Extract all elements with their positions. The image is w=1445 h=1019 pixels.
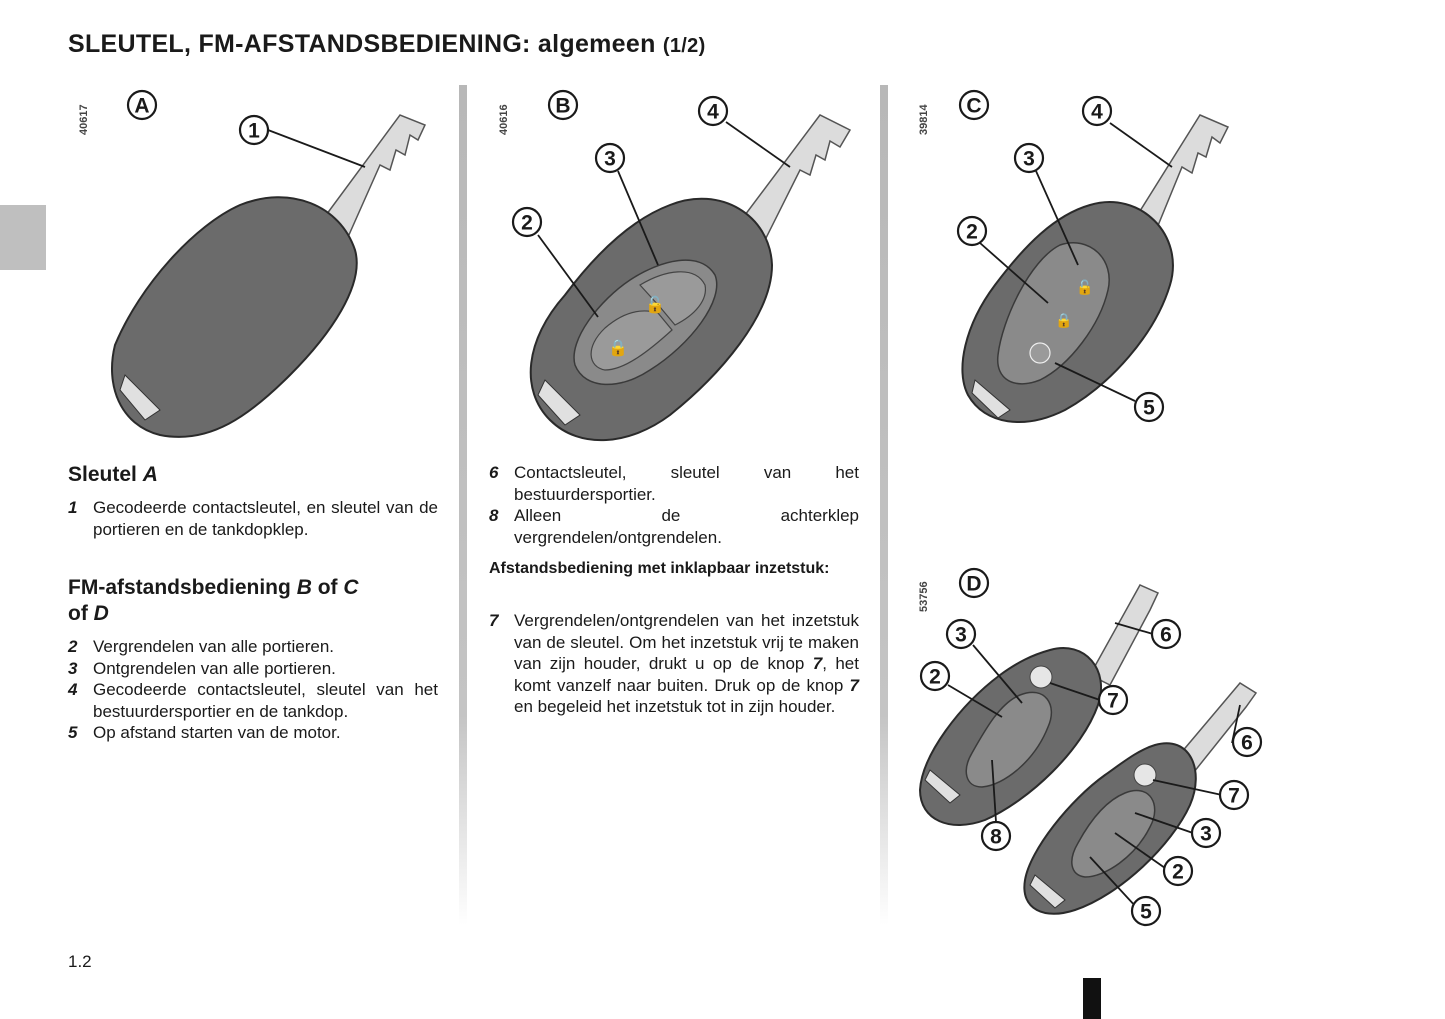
page-title: [68, 30, 706, 59]
svg-text:3: 3: [1023, 147, 1035, 171]
figure-a-code: 40617: [78, 104, 90, 135]
column-divider-left: [459, 85, 467, 925]
callout-5: [1132, 897, 1160, 925]
figure-c-code: 39814: [918, 104, 930, 135]
svg-text:5: 5: [1140, 900, 1152, 924]
list-middle: [489, 462, 859, 548]
callout-8: [982, 822, 1010, 850]
page-edge-marker: [1083, 978, 1101, 1019]
figure-a: [100, 85, 450, 450]
list-fm-afstandsbediening: [68, 636, 438, 744]
callout-4: [1083, 97, 1111, 125]
list-item: 2 Vergrendelen van alle portieren.: [68, 637, 334, 656]
svg-text:6: 6: [1160, 623, 1172, 647]
figure-c-letter: [960, 91, 988, 119]
svg-text:4: 4: [707, 100, 719, 124]
svg-text:2: 2: [1172, 860, 1184, 884]
svg-text:6: 6: [1241, 731, 1253, 755]
lock-icon: 🔒: [1055, 312, 1073, 328]
callout-6: [1233, 728, 1261, 756]
callout-4: [699, 97, 727, 125]
list-item: 3 Ontgrendelen van alle portieren.: [68, 658, 336, 678]
heading-sleutel-a: Sleutel A: [68, 463, 158, 486]
list-item: 1 Gecodeerde contactsleutel, en sleutel van de portieren en de tankdopklep.: [68, 498, 438, 539]
list-item: 6 Contactsleutel, sleutel van het bestuurdersportier.: [489, 463, 859, 504]
subheading-inklapbaar: Afstandsbediening met inklapbaar inzetstuk:: [489, 560, 830, 577]
callout-3: [596, 144, 624, 172]
figure-d-code: 53756: [918, 581, 930, 612]
key-d1-blade: [1090, 585, 1158, 685]
page-title-main: SLEUTEL, FM-AFSTANDSBEDIENING: algemeen: [68, 30, 656, 58]
figure-d: [910, 565, 1270, 930]
page-title-part: (1/2): [662, 35, 706, 57]
figure-b-letter: [549, 91, 577, 119]
svg-text:2: 2: [521, 211, 533, 235]
list-item: 5 Op afstand starten van de motor.: [68, 723, 341, 742]
chapter-side-tab: [0, 205, 46, 270]
lock-icon: 🔒: [608, 340, 628, 357]
list-sleutel-a: [68, 497, 438, 540]
callout-2: [513, 208, 541, 236]
callout-5: [1135, 393, 1163, 421]
callout-2: [921, 662, 949, 690]
svg-text:1: 1: [248, 119, 260, 143]
callout-7: [1220, 781, 1248, 809]
svg-text:8: 8: [990, 825, 1002, 849]
list-inklapbaar: [489, 610, 859, 718]
column-divider-right: [880, 85, 888, 925]
fold-release-button: [1030, 666, 1052, 688]
figure-c: [950, 85, 1250, 430]
svg-text:C: C: [966, 94, 982, 118]
figure-b-code: 40616: [498, 104, 510, 135]
callout-3: [1192, 819, 1220, 847]
list-item: 7 Vergrendelen/ontgrendelen van het inzetstuk van de sleutel. Om het inzetstuk vrij te maken van zijn houder, drukt u op de knop 7, het komt vanzelf naar buiten. Druk op de knop 7 en begeleid het inzetstuk tot in zijn houder.: [489, 611, 859, 716]
list-item: 8 Alleen de achterklep vergrendelen/ontgrendelen.: [489, 506, 859, 547]
callout-1: [240, 116, 268, 144]
remote-start-icon: [1030, 343, 1050, 363]
svg-text:A: A: [134, 94, 150, 118]
callout-6: [1152, 620, 1180, 648]
figure-a-letter: [128, 91, 156, 119]
list-item: 4 Gecodeerde contactsleutel, sleutel van het bestuurdersportier en de tankdop.: [68, 680, 438, 721]
svg-text:2: 2: [966, 220, 978, 244]
unlock-icon: 🔓: [1076, 279, 1094, 295]
callout-3: [1015, 144, 1043, 172]
unlock-icon: 🔓: [645, 297, 665, 314]
callout-3: [947, 620, 975, 648]
heading-fm-afstandsbediening: FM-afstandsbediening B of C of D: [68, 576, 359, 625]
figure-b: [510, 85, 880, 450]
svg-text:7: 7: [1107, 689, 1119, 713]
svg-text:B: B: [555, 94, 571, 118]
svg-text:2: 2: [929, 665, 941, 689]
svg-text:3: 3: [604, 147, 616, 171]
svg-text:7: 7: [1228, 784, 1240, 808]
callout-2: [958, 217, 986, 245]
svg-text:4: 4: [1091, 100, 1103, 124]
svg-text:3: 3: [1200, 822, 1212, 846]
svg-text:D: D: [966, 572, 982, 596]
callout-7: [1099, 686, 1127, 714]
figure-d-letter: [960, 569, 988, 597]
svg-text:3: 3: [955, 623, 967, 647]
svg-text:5: 5: [1143, 396, 1155, 420]
callout-2: [1164, 857, 1192, 885]
page-number: 1.2: [68, 952, 92, 971]
